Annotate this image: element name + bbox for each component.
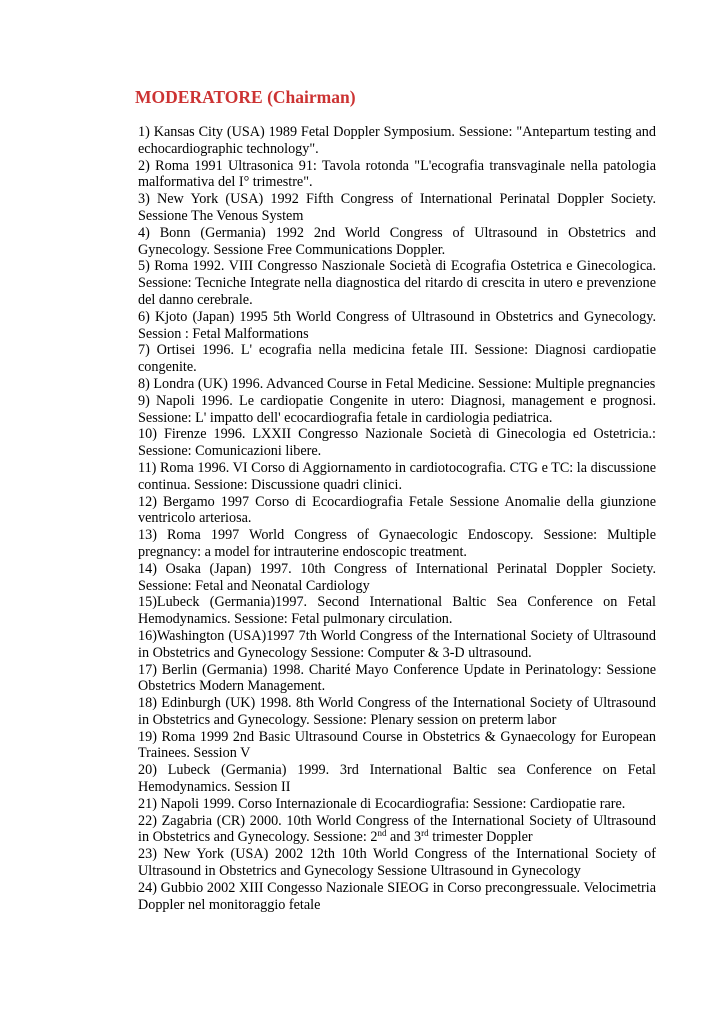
entry-text: trimester Doppler [428,829,533,846]
ordinal-suffix: rd [421,828,429,839]
list-item: 24) Gubbio 2002 XIII Congesso Nazionale SIEOG in Corso precongressuale. Velocimetria Doppler nel monitoraggio fetale [138,879,656,913]
list-item: 19) Roma 1999 2nd Basic Ultrasound Course in Obstetrics & Gynaecology for European Trainees. Session V [138,728,656,762]
list-item: 14) Osaka (Japan) 1997. 10th Congress of International Perinatal Doppler Society. Sessione: Fetal and Neonatal Cardiology [138,560,656,594]
entry-text: and 3 [386,829,422,846]
list-item: 8) Londra (UK) 1996. Advanced Course in Fetal Medicine. Sessione: Multiple pregnancies [138,375,656,392]
list-item: 20) Lubeck (Germania) 1999. 3rd International Baltic sea Conference on Fetal Hemodynamics. Session II [138,762,656,796]
list-item: 16)Washington (USA)1997 7th World Congress of the International Society of Ultrasound in Obstetrics and Gynecology Sessione: Computer & 3-D ultrasound. [138,627,656,661]
list-item: 10) Firenze 1996. LXXII Congresso Nazionale Società di Ginecologia ed Ostetricia.: Sessione: Comunicazioni libere. [138,426,656,460]
list-item: 23) New York (USA) 2002 12th 10th World Congress of the International Society of Ultrasound in Obstetrics and Gynecology Sessione Ultrasound in Gynecology [138,846,656,880]
entry-text: 22) Zagabria (CR) 2000. 10th World Congress of the International Society of Ultrasound in Obstetrics and Gynecology. Sessione: 2 [138,812,656,846]
list-item: 11) Roma 1996. VI Corso di Aggiornamento in cardiotocografia. CTG e TC: la discussione continua. Sessione: Discussione quadri clinici. [138,459,656,493]
list-item [138,813,656,847]
list-item: 17) Berlin (Germania) 1998. Charité Mayo Conference Update in Perinatology: Sessione Obstetrics Modern Management. [138,661,656,695]
list-item: 21) Napoli 1999. Corso Internazionale di Ecocardiografia: Sessione: Cardiopatie rare. [138,795,626,812]
list-item: 12) Bergamo 1997 Corso di Ecocardiografia Fetale Sessione Anomalie della giunzione ventricolo arteriosa. [138,493,656,527]
section-heading: MODERATORE (Chairman) [135,87,356,107]
list-item: 18) Edinburgh (UK) 1998. 8th World Congress of the International Society of Ultrasound in Obstetrics and Gynecology. Sessione: Plenary session on preterm labor [138,695,656,728]
list-item: 1) Kansas City (USA) 1989 Fetal Doppler Symposium. Sessione: "Antepartum testing and echocardiographic technology". [138,124,656,157]
list-item: 13) Roma 1997 World Congress of Gynaecologic Endoscopy. Sessione: Multiple pregnancy: a model for intrauterine endoscopic treatment. [138,527,656,560]
list-item: 4) Bonn (Germania) 1992 2nd World Congress of Ultrasound in Obstetrics and Gynecology. Sessione Free Communications Doppler. [138,224,656,258]
list-item: 2) Roma 1991 Ultrasonica 91: Tavola rotonda "L'ecografia transvaginale nella patologia malformativa del I° trimestre". [138,157,656,191]
list-item: 7) Ortisei 1996. L' ecografia nella medicina fetale III. Sessione: Diagnosi cardiopatie congenite. [138,342,656,376]
list-item: 15)Lubeck (Germania)1997. Second International Baltic Sea Conference on Fetal Hemodynamics. Sessione: Fetal pulmonary circulation. [138,594,656,628]
ordinal-suffix: nd [377,828,387,839]
list-item: 6) Kjoto (Japan) 1995 5th World Congress of Ultrasound in Obstetrics and Gynecology. Session : Fetal Malformations [138,308,656,342]
list-item: 9) Napoli 1996. Le cardiopatie Congenite in utero: Diagnosi, management e prognosi. Sessione: L' impatto dell' ecocardiografia fetale in cardiologia pediatrica. [138,392,656,426]
list-item: 3) New York (USA) 1992 Fifth Congress of International Perinatal Doppler Society. Sessione The Venous System [138,191,656,224]
moderator-list [138,124,656,913]
list-item: 5) Roma 1992. VIII Congresso Naszionale Società di Ecografia Ostetrica e Ginecologica. Sessione: Tecniche Integrate nella diagnostica del ritardo di crescita in utero e prevenzione del danno cerebrale. [138,258,656,308]
